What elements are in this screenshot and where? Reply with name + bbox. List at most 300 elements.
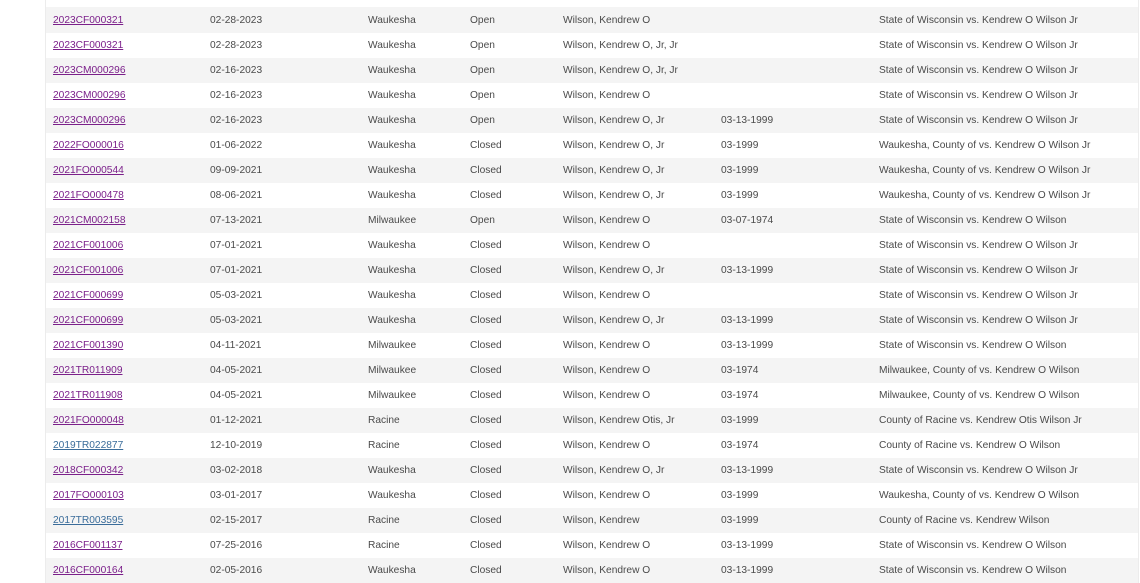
status-text: Open bbox=[470, 115, 495, 126]
case-caption-text: Waukesha, County of vs. Kendrew O Wilson Jr bbox=[879, 190, 1091, 201]
case-caption-cell bbox=[872, 258, 1138, 283]
case-caption-cell bbox=[872, 183, 1138, 208]
date-of-birth-text: 03-1999 bbox=[721, 190, 759, 201]
status-cell bbox=[463, 358, 556, 383]
county-cell bbox=[361, 558, 463, 583]
case-caption-cell bbox=[872, 533, 1138, 558]
date-of-birth-cell bbox=[714, 108, 872, 133]
case-caption-text: State of Wisconsin vs. Kendrew O Wilson bbox=[879, 565, 1067, 576]
filing-date-cell bbox=[203, 283, 361, 308]
status-cell bbox=[463, 183, 556, 208]
county-cell bbox=[361, 108, 463, 133]
filing-date-cell bbox=[203, 483, 361, 508]
county-text: Racine bbox=[368, 540, 400, 551]
county-cell bbox=[361, 83, 463, 108]
case-number-link[interactable]: 2022FO000016 bbox=[53, 140, 124, 151]
table-row bbox=[46, 33, 1138, 58]
filing-date-cell bbox=[203, 233, 361, 258]
date-of-birth-cell bbox=[714, 308, 872, 333]
filing-date-text: 03-01-2017 bbox=[210, 490, 263, 501]
status-text: Open bbox=[470, 65, 495, 76]
filing-date-text: 02-15-2017 bbox=[210, 515, 263, 526]
case-number-cell bbox=[46, 358, 203, 383]
case-number-link[interactable]: 2023CM000296 bbox=[53, 115, 126, 126]
county-cell bbox=[361, 533, 463, 558]
case-number-link[interactable]: 2016CF001137 bbox=[53, 540, 123, 551]
case-number-cell bbox=[46, 383, 203, 408]
filing-date-text: 07-25-2016 bbox=[210, 540, 263, 551]
county-cell bbox=[361, 233, 463, 258]
party-name-cell bbox=[556, 58, 714, 83]
party-name-cell bbox=[556, 533, 714, 558]
county-cell bbox=[361, 308, 463, 333]
case-caption-text: State of Wisconsin vs. Kendrew O Wilson bbox=[879, 340, 1067, 351]
county-text: Waukesha bbox=[368, 40, 416, 51]
case-caption-text: State of Wisconsin vs. Kendrew O Wilson Jr bbox=[879, 315, 1078, 326]
party-name-text: Wilson, Kendrew O, Jr bbox=[563, 315, 665, 326]
county-cell bbox=[361, 58, 463, 83]
status-cell bbox=[463, 483, 556, 508]
table-row bbox=[46, 8, 1138, 33]
party-name-text: Wilson, Kendrew O bbox=[563, 290, 651, 301]
case-caption-cell bbox=[872, 158, 1138, 183]
case-number-link[interactable]: 2021TR011908 bbox=[53, 390, 123, 401]
date-of-birth-cell bbox=[714, 233, 872, 258]
status-text: Closed bbox=[470, 315, 502, 326]
table-row bbox=[46, 558, 1138, 583]
case-number-link[interactable]: 2017FO000103 bbox=[53, 490, 124, 501]
case-number-cell bbox=[46, 58, 203, 83]
party-name-text: Wilson, Kendrew O bbox=[563, 90, 651, 101]
table-row bbox=[46, 408, 1138, 433]
filing-date-cell bbox=[203, 408, 361, 433]
filing-date-cell bbox=[203, 108, 361, 133]
case-caption-cell bbox=[872, 208, 1138, 233]
county-cell bbox=[361, 383, 463, 408]
filing-date-cell bbox=[203, 83, 361, 108]
party-name-cell bbox=[556, 308, 714, 333]
case-number-link[interactable]: 2023CF000321 bbox=[53, 15, 124, 26]
date-of-birth-text: 03-13-1999 bbox=[721, 465, 774, 476]
county-cell bbox=[361, 8, 463, 33]
date-of-birth-cell bbox=[714, 208, 872, 233]
party-name-cell bbox=[556, 83, 714, 108]
table-row bbox=[46, 183, 1138, 208]
date-of-birth-text: 03-1999 bbox=[721, 165, 759, 176]
case-caption-text: State of Wisconsin vs. Kendrew O Wilson Jr bbox=[879, 15, 1078, 26]
case-number-cell bbox=[46, 508, 203, 533]
case-number-cell bbox=[46, 558, 203, 583]
case-number-cell bbox=[46, 108, 203, 133]
date-of-birth-cell bbox=[714, 558, 872, 583]
filing-date-text: 07-01-2021 bbox=[210, 265, 263, 276]
table-row bbox=[46, 383, 1138, 408]
party-name-text: Wilson, Kendrew O bbox=[563, 490, 651, 501]
case-caption-text: County of Racine vs. Kendrew O Wilson bbox=[879, 440, 1061, 451]
status-cell bbox=[463, 158, 556, 183]
county-text: Waukesha bbox=[368, 90, 416, 101]
case-number-link[interactable]: 2018CF000342 bbox=[53, 465, 124, 476]
table-row bbox=[46, 533, 1138, 558]
case-results-body bbox=[46, 8, 1138, 583]
date-of-birth-cell bbox=[714, 83, 872, 108]
table-row bbox=[46, 333, 1138, 358]
case-number-link[interactable]: 2021TR011909 bbox=[53, 365, 123, 376]
status-text: Open bbox=[470, 215, 495, 226]
case-results-table bbox=[46, 8, 1138, 583]
date-of-birth-text: 03-1999 bbox=[721, 490, 759, 501]
county-text: Racine bbox=[368, 415, 400, 426]
status-cell bbox=[463, 133, 556, 158]
case-caption-cell bbox=[872, 358, 1138, 383]
date-of-birth-cell bbox=[714, 258, 872, 283]
status-text: Closed bbox=[470, 515, 502, 526]
table-row bbox=[46, 133, 1138, 158]
county-text: Waukesha bbox=[368, 165, 416, 176]
county-cell bbox=[361, 133, 463, 158]
county-text: Waukesha bbox=[368, 140, 416, 151]
date-of-birth-text: 03-1999 bbox=[721, 515, 759, 526]
case-caption-cell bbox=[872, 458, 1138, 483]
table-row bbox=[46, 158, 1138, 183]
date-of-birth-cell bbox=[714, 433, 872, 458]
county-cell bbox=[361, 358, 463, 383]
date-of-birth-text: 03-13-1999 bbox=[721, 565, 774, 576]
case-number-cell bbox=[46, 8, 203, 33]
party-name-text: Wilson, Kendrew O bbox=[563, 15, 651, 26]
date-of-birth-cell bbox=[714, 183, 872, 208]
case-number-cell bbox=[46, 333, 203, 358]
date-of-birth-cell bbox=[714, 508, 872, 533]
case-number-link[interactable]: 2021FO000478 bbox=[53, 190, 124, 201]
filing-date-text: 01-12-2021 bbox=[210, 415, 263, 426]
status-text: Closed bbox=[470, 540, 502, 551]
status-cell bbox=[463, 33, 556, 58]
filing-date-text: 02-16-2023 bbox=[210, 115, 263, 126]
case-number-link[interactable]: 2021CF001390 bbox=[53, 340, 124, 351]
case-caption-cell bbox=[872, 333, 1138, 358]
case-caption-text: Milwaukee, County of vs. Kendrew O Wilson bbox=[879, 390, 1080, 401]
table-row bbox=[46, 458, 1138, 483]
party-name-text: Wilson, Kendrew O, Jr bbox=[563, 165, 665, 176]
status-text: Closed bbox=[470, 265, 502, 276]
case-number-link[interactable]: 2019TR022877 bbox=[53, 440, 124, 451]
county-text: Milwaukee bbox=[368, 365, 417, 376]
status-text: Closed bbox=[470, 340, 502, 351]
party-name-cell bbox=[556, 558, 714, 583]
status-text: Closed bbox=[470, 490, 502, 501]
case-caption-text: State of Wisconsin vs. Kendrew O Wilson Jr bbox=[879, 115, 1078, 126]
case-caption-text: State of Wisconsin vs. Kendrew O Wilson Jr bbox=[879, 90, 1078, 101]
date-of-birth-cell bbox=[714, 283, 872, 308]
case-caption-text: State of Wisconsin vs. Kendrew O Wilson Jr bbox=[879, 465, 1078, 476]
case-number-cell bbox=[46, 483, 203, 508]
case-number-link[interactable]: 2021CM002158 bbox=[53, 215, 126, 226]
case-number-cell bbox=[46, 83, 203, 108]
filing-date-text: 05-03-2021 bbox=[210, 315, 263, 326]
status-text: Closed bbox=[470, 190, 502, 201]
case-number-link[interactable]: 2023CM000296 bbox=[53, 90, 126, 101]
county-text: Waukesha bbox=[368, 65, 416, 76]
filing-date-text: 04-05-2021 bbox=[210, 365, 263, 376]
county-text: Milwaukee bbox=[368, 215, 417, 226]
status-cell bbox=[463, 308, 556, 333]
table-row bbox=[46, 108, 1138, 133]
party-name-text: Wilson, Kendrew O, Jr bbox=[563, 140, 665, 151]
status-cell bbox=[463, 508, 556, 533]
case-caption-cell bbox=[872, 133, 1138, 158]
filing-date-cell bbox=[203, 508, 361, 533]
county-cell bbox=[361, 158, 463, 183]
county-cell bbox=[361, 208, 463, 233]
filing-date-text: 07-01-2021 bbox=[210, 240, 263, 251]
case-number-link[interactable]: 2023CF000321 bbox=[53, 40, 124, 51]
filing-date-text: 02-28-2023 bbox=[210, 15, 263, 26]
county-text: Waukesha bbox=[368, 465, 416, 476]
case-number-cell bbox=[46, 133, 203, 158]
case-number-link[interactable]: 2021CF000699 bbox=[53, 290, 124, 301]
county-text: Waukesha bbox=[368, 240, 416, 251]
case-caption-cell bbox=[872, 58, 1138, 83]
county-cell bbox=[361, 483, 463, 508]
case-caption-cell bbox=[872, 383, 1138, 408]
case-caption-text: State of Wisconsin vs. Kendrew O Wilson Jr bbox=[879, 40, 1078, 51]
case-number-cell bbox=[46, 33, 203, 58]
party-name-cell bbox=[556, 133, 714, 158]
status-text: Closed bbox=[470, 365, 502, 376]
party-name-cell bbox=[556, 508, 714, 533]
filing-date-cell bbox=[203, 258, 361, 283]
status-text: Closed bbox=[470, 415, 502, 426]
case-number-cell bbox=[46, 208, 203, 233]
filing-date-cell bbox=[203, 208, 361, 233]
filing-date-text: 09-09-2021 bbox=[210, 165, 263, 176]
date-of-birth-text: 03-1974 bbox=[721, 390, 759, 401]
status-cell bbox=[463, 108, 556, 133]
party-name-text: Wilson, Kendrew O bbox=[563, 390, 651, 401]
table-row bbox=[46, 483, 1138, 508]
county-cell bbox=[361, 183, 463, 208]
case-caption-cell bbox=[872, 108, 1138, 133]
case-number-link[interactable]: 2016CF000164 bbox=[53, 565, 124, 576]
filing-date-cell bbox=[203, 383, 361, 408]
status-cell bbox=[463, 83, 556, 108]
date-of-birth-text: 03-1999 bbox=[721, 140, 759, 151]
case-caption-text: Waukesha, County of vs. Kendrew O Wilson Jr bbox=[879, 140, 1091, 151]
case-caption-cell bbox=[872, 308, 1138, 333]
party-name-text: Wilson, Kendrew O bbox=[563, 240, 651, 251]
date-of-birth-text: 03-13-1999 bbox=[721, 115, 774, 126]
party-name-cell bbox=[556, 183, 714, 208]
party-name-text: Wilson, Kendrew O bbox=[563, 440, 651, 451]
status-cell bbox=[463, 208, 556, 233]
date-of-birth-cell bbox=[714, 133, 872, 158]
filing-date-text: 02-05-2016 bbox=[210, 565, 263, 576]
filing-date-cell bbox=[203, 308, 361, 333]
case-number-cell bbox=[46, 258, 203, 283]
party-name-text: Wilson, Kendrew O bbox=[563, 365, 651, 376]
case-caption-text: State of Wisconsin vs. Kendrew O Wilson bbox=[879, 215, 1067, 226]
case-caption-cell bbox=[872, 8, 1138, 33]
date-of-birth-text: 03-13-1999 bbox=[721, 540, 774, 551]
case-caption-text: State of Wisconsin vs. Kendrew O Wilson Jr bbox=[879, 290, 1078, 301]
case-number-cell bbox=[46, 308, 203, 333]
filing-date-cell bbox=[203, 183, 361, 208]
table-row bbox=[46, 233, 1138, 258]
case-number-link[interactable]: 2021CF001006 bbox=[53, 265, 124, 276]
status-text: Closed bbox=[470, 140, 502, 151]
filing-date-text: 04-11-2021 bbox=[210, 340, 262, 351]
filing-date-cell bbox=[203, 558, 361, 583]
status-text: Closed bbox=[470, 465, 502, 476]
filing-date-text: 02-16-2023 bbox=[210, 65, 263, 76]
case-caption-text: State of Wisconsin vs. Kendrew O Wilson Jr bbox=[879, 65, 1078, 76]
county-cell bbox=[361, 408, 463, 433]
county-text: Waukesha bbox=[368, 15, 416, 26]
case-caption-cell bbox=[872, 33, 1138, 58]
date-of-birth-text: 03-07-1974 bbox=[721, 215, 774, 226]
party-name-cell bbox=[556, 208, 714, 233]
case-caption-cell bbox=[872, 483, 1138, 508]
filing-date-text: 01-06-2022 bbox=[210, 140, 263, 151]
date-of-birth-cell bbox=[714, 408, 872, 433]
filing-date-cell bbox=[203, 8, 361, 33]
status-cell bbox=[463, 533, 556, 558]
date-of-birth-cell bbox=[714, 458, 872, 483]
date-of-birth-cell bbox=[714, 533, 872, 558]
status-cell bbox=[463, 233, 556, 258]
filing-date-cell bbox=[203, 433, 361, 458]
date-of-birth-cell bbox=[714, 33, 872, 58]
table-row bbox=[46, 283, 1138, 308]
table-top-edge bbox=[46, 0, 1138, 8]
county-cell bbox=[361, 433, 463, 458]
date-of-birth-cell bbox=[714, 483, 872, 508]
date-of-birth-cell bbox=[714, 8, 872, 33]
county-text: Waukesha bbox=[368, 315, 416, 326]
status-text: Closed bbox=[470, 165, 502, 176]
case-number-cell bbox=[46, 433, 203, 458]
case-number-link[interactable]: 2021FO000544 bbox=[53, 165, 124, 176]
case-number-link[interactable]: 2023CM000296 bbox=[53, 65, 126, 76]
date-of-birth-text: 03-1974 bbox=[721, 440, 759, 451]
party-name-text: Wilson, Kendrew O, Jr, Jr bbox=[563, 65, 678, 76]
case-caption-text: County of Racine vs. Kendrew Wilson bbox=[879, 515, 1050, 526]
county-cell bbox=[361, 508, 463, 533]
filing-date-text: 07-13-2021 bbox=[210, 215, 263, 226]
county-text: Waukesha bbox=[368, 490, 416, 501]
filing-date-text: 12-10-2019 bbox=[210, 440, 263, 451]
filing-date-cell bbox=[203, 133, 361, 158]
county-cell bbox=[361, 33, 463, 58]
party-name-cell bbox=[556, 358, 714, 383]
party-name-cell bbox=[556, 333, 714, 358]
filing-date-cell bbox=[203, 533, 361, 558]
party-name-text: Wilson, Kendrew O bbox=[563, 340, 651, 351]
filing-date-text: 03-02-2018 bbox=[210, 465, 263, 476]
party-name-cell bbox=[556, 33, 714, 58]
case-number-link[interactable]: 2021CF000699 bbox=[53, 315, 124, 326]
party-name-cell bbox=[556, 158, 714, 183]
party-name-cell bbox=[556, 8, 714, 33]
case-number-link[interactable]: 2017TR003595 bbox=[53, 515, 124, 526]
status-cell bbox=[463, 558, 556, 583]
party-name-cell bbox=[556, 408, 714, 433]
date-of-birth-text: 03-1974 bbox=[721, 365, 759, 376]
county-text: Waukesha bbox=[368, 190, 416, 201]
date-of-birth-text: 03-1999 bbox=[721, 415, 759, 426]
filing-date-cell bbox=[203, 458, 361, 483]
case-number-cell bbox=[46, 533, 203, 558]
county-cell bbox=[361, 258, 463, 283]
county-text: Racine bbox=[368, 515, 400, 526]
status-text: Open bbox=[470, 15, 495, 26]
county-text: Milwaukee bbox=[368, 340, 417, 351]
case-caption-text: Waukesha, County of vs. Kendrew O Wilson Jr bbox=[879, 165, 1091, 176]
party-name-text: Wilson, Kendrew O bbox=[563, 565, 651, 576]
party-name-text: Wilson, Kendrew O, Jr bbox=[563, 190, 665, 201]
party-name-text: Wilson, Kendrew O, Jr bbox=[563, 465, 665, 476]
status-text: Open bbox=[470, 90, 495, 101]
party-name-cell bbox=[556, 233, 714, 258]
date-of-birth-text: 03-13-1999 bbox=[721, 315, 774, 326]
case-caption-cell bbox=[872, 558, 1138, 583]
filing-date-text: 05-03-2021 bbox=[210, 290, 263, 301]
table-row bbox=[46, 208, 1138, 233]
filing-date-text: 04-05-2021 bbox=[210, 390, 263, 401]
county-text: Waukesha bbox=[368, 565, 416, 576]
date-of-birth-cell bbox=[714, 358, 872, 383]
county-cell bbox=[361, 283, 463, 308]
date-of-birth-cell bbox=[714, 333, 872, 358]
date-of-birth-cell bbox=[714, 58, 872, 83]
filing-date-cell bbox=[203, 58, 361, 83]
case-caption-cell bbox=[872, 283, 1138, 308]
filing-date-text: 02-16-2023 bbox=[210, 90, 263, 101]
county-text: Milwaukee bbox=[368, 390, 417, 401]
case-caption-cell bbox=[872, 508, 1138, 533]
county-text: Waukesha bbox=[368, 290, 416, 301]
county-text: Racine bbox=[368, 440, 400, 451]
case-caption-cell bbox=[872, 233, 1138, 258]
status-text: Closed bbox=[470, 565, 502, 576]
status-text: Open bbox=[470, 40, 495, 51]
party-name-cell bbox=[556, 283, 714, 308]
table-row bbox=[46, 308, 1138, 333]
table-row bbox=[46, 358, 1138, 383]
case-number-link[interactable]: 2021CF001006 bbox=[53, 240, 124, 251]
party-name-cell bbox=[556, 458, 714, 483]
date-of-birth-text: 03-13-1999 bbox=[721, 340, 774, 351]
table-row bbox=[46, 508, 1138, 533]
case-number-cell bbox=[46, 408, 203, 433]
status-text: Closed bbox=[470, 390, 502, 401]
party-name-cell bbox=[556, 258, 714, 283]
status-cell bbox=[463, 333, 556, 358]
party-name-text: Wilson, Kendrew Otis, Jr bbox=[563, 415, 675, 426]
party-name-text: Wilson, Kendrew O, Jr bbox=[563, 115, 665, 126]
status-cell bbox=[463, 433, 556, 458]
status-cell bbox=[463, 408, 556, 433]
status-cell bbox=[463, 258, 556, 283]
case-number-link[interactable]: 2021FO000048 bbox=[53, 415, 124, 426]
filing-date-cell bbox=[203, 333, 361, 358]
case-number-cell bbox=[46, 283, 203, 308]
party-name-cell bbox=[556, 433, 714, 458]
case-number-cell bbox=[46, 233, 203, 258]
case-caption-text: Milwaukee, County of vs. Kendrew O Wilson bbox=[879, 365, 1080, 376]
filing-date-cell bbox=[203, 358, 361, 383]
